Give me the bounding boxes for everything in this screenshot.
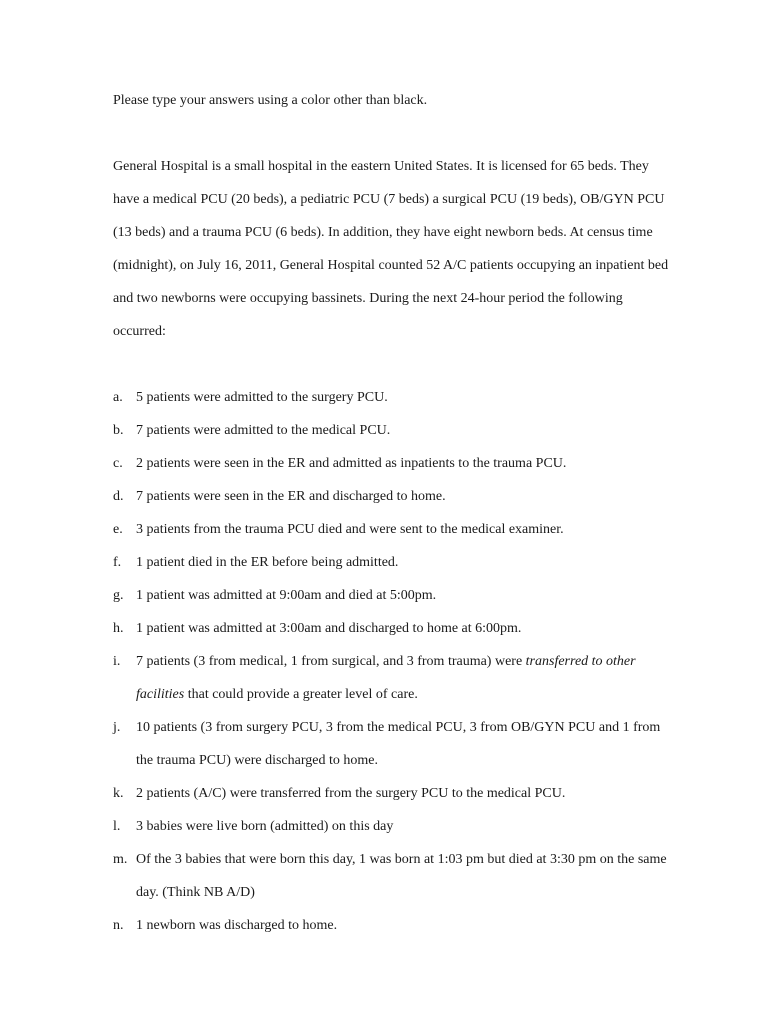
list-marker: d. [113, 489, 124, 504]
list-marker: j. [113, 720, 121, 735]
list-item-text: 3 patients from the trauma PCU died and were sent to the medical examiner. [136, 522, 564, 537]
instruction-text: Please type your answers using a color other than black. [113, 93, 428, 108]
list-item-k [113, 777, 678, 810]
list-item-text: 1 patient was admitted at 3:00am and discharged to home at 6:00pm. [136, 621, 522, 636]
list-item-b [113, 414, 678, 447]
list-item-text: 10 patients (3 from surgery PCU, 3 from the medical PCU, 3 from OB/GYN PCU and 1 from the trauma PCU) were discharged to home. [136, 720, 661, 768]
list-item-text: 5 patients were admitted to the surgery PCU. [136, 390, 388, 405]
list-item-text: 1 newborn was discharged to home. [136, 918, 338, 933]
list-marker: l. [113, 819, 121, 834]
list-marker: b. [113, 423, 124, 438]
list-item-text: 1 patient died in the ER before being admitted. [136, 555, 399, 570]
list-marker: e. [113, 522, 123, 537]
list-marker: m. [113, 852, 128, 867]
emphasized-text: transferred to other facilities [136, 654, 636, 702]
list-item-h [113, 612, 678, 645]
list-marker: i. [113, 654, 121, 669]
list-item-j [113, 711, 678, 777]
list-item-e [113, 513, 678, 546]
list-marker: g. [113, 588, 124, 603]
list-item-l [113, 810, 678, 843]
list-marker: f. [113, 555, 122, 570]
list-item-text: 1 patient was admitted at 9:00am and died at 5:00pm. [136, 588, 437, 603]
list-item-d [113, 480, 678, 513]
list-marker: n. [113, 918, 124, 933]
list-item-text: Of the 3 babies that were born this day, 1 was born at 1:03 pm but died at 3:30 pm on the same day. (Think NB A/D) [136, 852, 667, 900]
list-item-text: 7 patients were seen in the ER and discharged to home. [136, 489, 446, 504]
events-list [113, 381, 678, 942]
list-item-text: 7 patients were admitted to the medical PCU. [136, 423, 391, 438]
list-item-c [113, 447, 678, 480]
list-marker: a. [113, 390, 123, 405]
list-item-n [113, 909, 678, 942]
list-item-text: 7 patients (3 from medical, 1 from surgical, and 3 from trauma) were [136, 654, 526, 669]
list-item-text-continued: that could provide a greater level of care. [184, 687, 418, 702]
list-item-a [113, 381, 678, 414]
list-item-m [113, 843, 678, 909]
list-item-text: 3 babies were live born (admitted) on this day [136, 819, 394, 834]
list-item-text: 2 patients (A/C) were transferred from the surgery PCU to the medical PCU. [136, 786, 566, 801]
intro-paragraph: General Hospital is a small hospital in the eastern United States. It is licensed for 65 beds. They have a medical PCU (20 beds), a pediatric PCU (7 beds) a surgical PCU (19 beds), OB/GYN PCU (13 beds) and a trauma PCU (6 beds). In addition, they have eight newborn beds. At census time (midnight), on July 16, 2011, General Hospital counted 52 A/C patients occupying an inpatient bed and two newborns were occupying bassinets. During the next 24-hour period the following occurred: [113, 159, 669, 339]
list-marker: k. [113, 786, 124, 801]
list-item-text: 2 patients were seen in the ER and admitted as inpatients to the trauma PCU. [136, 456, 567, 471]
list-item-i [113, 645, 678, 711]
list-item-f [113, 546, 678, 579]
list-marker: c. [113, 456, 123, 471]
list-marker: h. [113, 621, 124, 636]
document-page [113, 84, 678, 942]
list-item-g [113, 579, 678, 612]
